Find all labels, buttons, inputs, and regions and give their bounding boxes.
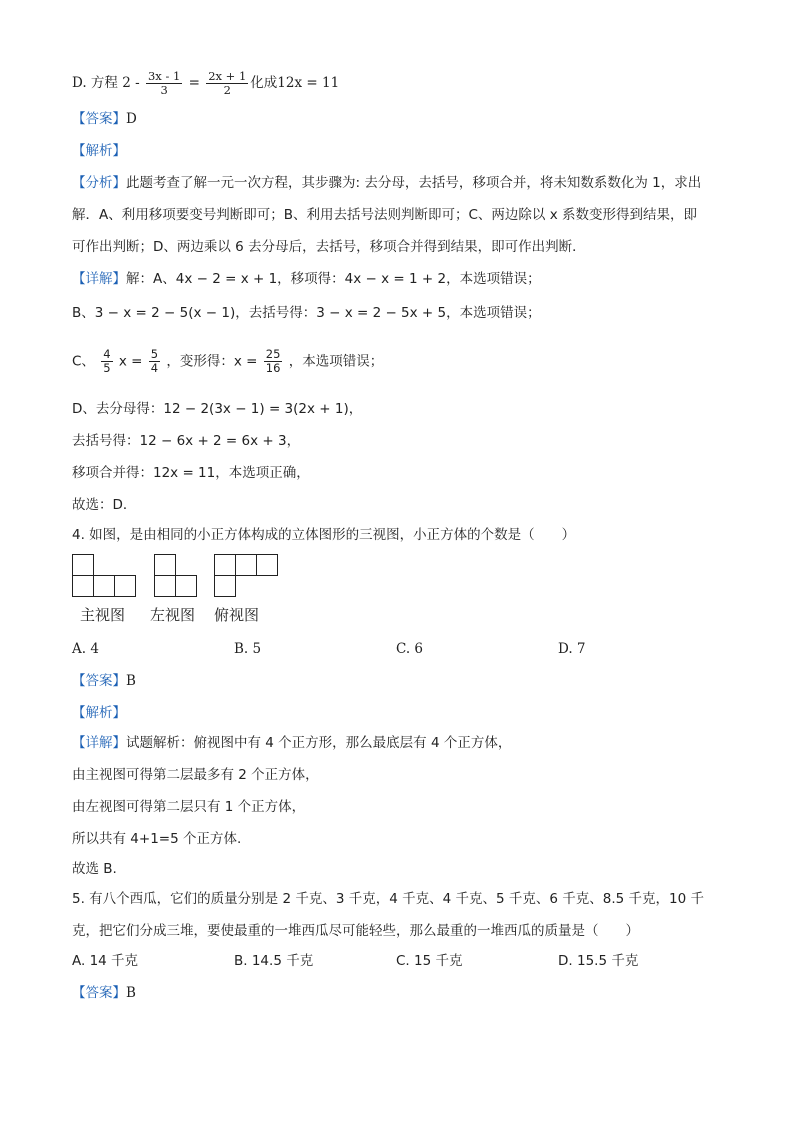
view-square [72,575,94,597]
q5-option-b: B. 14.5 千克 [234,953,314,969]
q5-option-a: A. 14 千克 [72,953,139,969]
view-square [256,554,278,576]
view-square [214,554,236,576]
q4-stem: 4. 如图，是由相同的小正方体构成的立体图形的三视图，小正方体的个数是（ ） [72,527,576,543]
q4-detail-4: 所以共有 4+1=5 个正方体. [72,831,242,847]
q3-detail-d1: D、去分母得：12 − 2(3x − 1) = 3(2x + 1)， [72,401,363,417]
q3-detail-b: B、3 − x = 2 − 5(x − 1)，去括号得：3 − x = 2 − 5x + 5，本选项错误； [72,305,541,321]
q5-option-d: D. 15.5 千克 [558,953,639,969]
q5-option-c: C. 15 千克 [396,953,463,969]
q3-detail-a: 【详解】解：A、4x − 2 = x + 1，移项得：4x − x = 1 + 2，本选项错误； [72,271,541,287]
q3-analysis-2: 解．A、利用移项要变号判断即可；B、利用去括号法则判断即可；C、两边除以 x 系数变形得到结果，即 [72,207,697,223]
view-square [175,575,197,597]
q3-detail-d2: 去括号得：12 − 6x + 2 = 6x + 3， [72,433,301,449]
q5-answer: 【答案】B [72,985,136,1001]
q3-answer: 【答案】D [72,111,137,127]
q3-detail-c: C、 $\frac{4}{5}$ x = $\frac{5}{4}$ ，变形得：x = $\frac{25}{16}$ ，本选项错误； [72,347,384,375]
fraction: $\frac{25}{16}$ [265,347,281,375]
view-square [114,575,136,597]
q4-answer: 【答案】B [72,673,136,689]
q3-analysis-1: 【分析】此题考查了解一元一次方程，其步骤为: 去分母，去括号，移项合并，将未知数系数化为 1，求出 [72,175,702,191]
q5-stem-1: 5. 有八个西瓜，它们的质量分别是 2 千克、3 千克，4 千克、4 千克、5 千克、6 千克、8.5 千克，10 千 [72,891,704,907]
view-square [235,554,257,576]
view-square [154,575,176,597]
fraction: $\frac{2x + 1}{2}$ [208,69,247,97]
q4-option-b: B. 5 [234,641,262,657]
q3-analysis-3: 可作出判断；D、两边乘以 6 去分母后，去括号，移项合并得到结果，即可作出判断． [72,239,586,255]
fraction: $\frac{4}{5}$ [103,347,111,375]
q4-option-c: C. 6 [396,641,424,657]
q3-option-d: D. 方程 2 - $\frac{3x - 1}{3}$ = $\frac{2x + 1}{2}$ 化成12x = 11 [72,69,340,97]
q3-choose: 故选：D． [72,497,137,513]
q4-detail-1: 【详解】试题解析：俯视图中有 4 个正方形，那么最底层有 4 个正方体， [72,735,512,751]
q4-detail-3: 由左视图可得第二层只有 1 个正方体， [72,799,306,815]
view-square [93,575,115,597]
three-views-figure [72,554,292,626]
top-view-label: 俯视图 [214,606,260,624]
q4-option-a: A. 4 [72,641,99,657]
fraction: $\frac{5}{4}$ [150,347,159,375]
front-view-label: 主视图 [80,606,126,624]
q3-jiexi: 【解析】 [72,143,126,159]
left-view-label: 左视图 [150,606,196,624]
q3-detail-d3: 移项合并得：12x = 11，本选项正确， [72,465,310,481]
fraction: $\frac{3x - 1}{3}$ [147,69,181,97]
view-square [154,554,176,576]
view-square [72,554,94,576]
q4-jiexi: 【解析】 [72,705,126,721]
q5-stem-2: 克，把它们分成三堆，要使最重的一堆西瓜尽可能轻些，那么最重的一堆西瓜的质量是（ ） [72,923,639,939]
q4-detail-2: 由主视图可得第二层最多有 2 个正方体， [72,767,319,783]
answer-tag: 【答案】 [72,111,126,127]
view-square [214,575,236,597]
q4-option-d: D. 7 [558,641,586,657]
q4-choose: 故选 B. [72,861,117,877]
